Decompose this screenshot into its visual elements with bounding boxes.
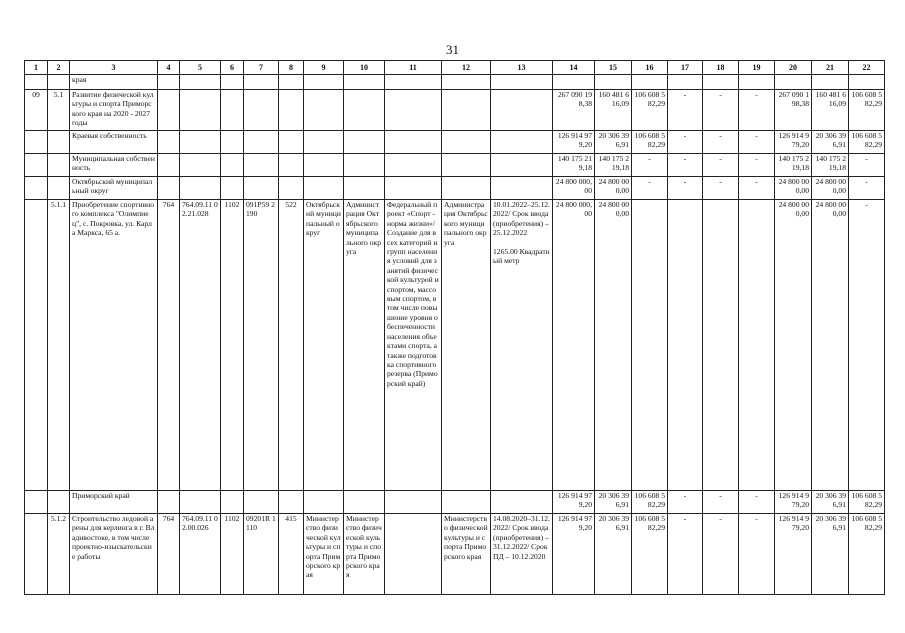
table-cell: - [739,177,775,200]
table-cell: Администрация Октябрьского муниципального округа [344,200,385,491]
table-cell [344,75,385,90]
table-row [25,200,885,491]
table-cell: - [703,131,739,154]
table-cell [244,131,279,154]
table-cell: 126 914 979,20 [553,514,595,595]
table-cell: Администрация Октябрьского муниципального округа [442,200,491,491]
table-cell: 160 481 616,09 [595,90,632,131]
table-cell: 126 914 979,20 [553,131,595,154]
table-cell [739,75,775,90]
column-header: 8 [279,61,304,75]
table-cell [304,177,344,200]
table-cell: Развитие физической культуры и спорта Приморского края на 2020 - 2027 годы [70,90,158,131]
table-row [25,491,885,514]
table-cell: 415 [279,514,304,595]
table-cell: - [739,514,775,595]
column-header: 10 [344,61,385,75]
table-cell [442,491,491,514]
table-cell [491,75,553,90]
table-cell: 091P59 2190 [244,200,279,491]
table-cell [442,75,491,90]
table-cell: 106 608 582,29 [632,131,668,154]
table-cell [180,75,221,90]
table-cell [344,154,385,177]
column-header: 21 [812,61,849,75]
table-cell [385,131,442,154]
table-cell: 20 306 396,91 [812,131,849,154]
table-row [25,90,885,131]
table-cell: 20 306 396,91 [595,514,632,595]
table-cell [385,90,442,131]
column-header: 1 [25,61,48,75]
table-cell: 1102 [221,514,244,595]
table-cell: 126 914 979,20 [775,514,812,595]
table-cell: Краевая собственность [70,131,158,154]
column-header: 14 [553,61,595,75]
column-header: 4 [158,61,180,75]
table-cell [180,131,221,154]
table-cell: - [668,177,703,200]
table-cell [25,154,48,177]
table-cell: 24 800 000,00 [812,177,849,200]
table-cell: Министерство физической культуры и спорта Приморского края [442,514,491,595]
table-cell [668,200,703,491]
table-cell [25,131,48,154]
table-cell [279,131,304,154]
table-cell [279,177,304,200]
column-header: 16 [632,61,668,75]
table-cell: - [739,154,775,177]
table-cell: 5.1.2 [48,514,70,595]
table-cell [221,491,244,514]
column-header: 12 [442,61,491,75]
table-cell [221,90,244,131]
column-header: 6 [221,61,244,75]
table-cell [279,75,304,90]
table-cell: - [668,154,703,177]
table-cell: 5.1 [48,90,70,131]
table-cell [442,177,491,200]
table-cell: Октябрьский муниципальный округ [70,177,158,200]
table-cell: Муниципальная собственность [70,154,158,177]
table-cell [304,154,344,177]
table-row [25,75,885,90]
table-cell [385,75,442,90]
header-row [25,61,885,75]
table-cell [25,514,48,595]
table-cell: 140 175 219,18 [553,154,595,177]
table-cell [25,177,48,200]
table-cell: 24 800 000,00 [775,200,812,491]
column-header: 7 [244,61,279,75]
table-cell: - [668,514,703,595]
table-cell: 106 608 582,29 [632,90,668,131]
table-cell [442,90,491,131]
column-header: 2 [48,61,70,75]
table-cell [279,154,304,177]
table-cell: 20 306 396,91 [595,491,632,514]
table-cell: - [632,154,668,177]
table-cell [595,75,632,90]
column-header: 13 [491,61,553,75]
table-cell: 522 [279,200,304,491]
table-cell [703,75,739,90]
table-row [25,177,885,200]
table-cell: 106 608 582,29 [849,514,885,595]
table-cell: 160 481 616,09 [812,90,849,131]
table-cell [244,75,279,90]
table-cell [221,75,244,90]
table-cell: 764 [158,514,180,595]
table-cell [632,200,668,491]
table-cell [632,75,668,90]
table-cell [739,200,775,491]
table-cell [775,75,812,90]
table-cell: 24 800 000,00 [812,200,849,491]
table-cell: - [703,177,739,200]
table-cell: 24 800 000,00 [553,200,595,491]
table-cell [244,90,279,131]
table-cell [491,177,553,200]
table-cell [158,90,180,131]
table-cell [25,75,48,90]
table-cell: 09 [25,90,48,131]
table-cell: Федеральный проект «Спорт - норма жизни»/Создание для всех категорий и групп населения условий для занятий физической культурой и спортом, массовым спортом, в том числе повышение уровня обеспеченности населения объектами спорта, а также подготовка спортивного резерва (Приморский край) [385,200,442,491]
table-cell: 126 914 979,20 [553,491,595,514]
table-cell [279,90,304,131]
table-cell [491,491,553,514]
table-cell [244,154,279,177]
table-row [25,154,885,177]
table-cell [244,177,279,200]
table-cell [158,154,180,177]
table-cell [48,75,70,90]
table-cell [442,131,491,154]
table-cell: 106 608 582,29 [632,514,668,595]
table-cell [344,491,385,514]
table-cell [304,491,344,514]
table-cell: 09201R 1110 [244,514,279,595]
budget-table [24,60,885,595]
table-cell [221,131,244,154]
table-cell: 140 175 219,18 [812,154,849,177]
table-cell [304,90,344,131]
table-cell: 24 800 000,00 [553,177,595,200]
table-cell [158,491,180,514]
column-header: 11 [385,61,442,75]
table-cell: - [739,90,775,131]
table-cell [553,75,595,90]
table-cell [385,514,442,595]
table-cell: 14.08.2020–31.12.2022/ Срок ввода (приобретения) – 31.12.2022/ Срок ПД – 10.12.2020 [491,514,553,595]
table-cell [48,154,70,177]
table-cell [703,200,739,491]
table-row [25,131,885,154]
table-cell: Министерство физической культуры и спорта Приморского края [344,514,385,595]
table-cell [180,177,221,200]
table-cell [48,131,70,154]
table-cell: Октябрьский муниципальный округ [304,200,344,491]
table-cell: 126 914 979,20 [775,131,812,154]
column-header: 15 [595,61,632,75]
table-cell [158,131,180,154]
table-cell: - [739,131,775,154]
table-cell: 140 175 219,18 [595,154,632,177]
table-cell [344,177,385,200]
table-cell [244,491,279,514]
table-cell [25,491,48,514]
table-cell: 106 608 582,29 [849,131,885,154]
column-header: 17 [668,61,703,75]
table-cell: 106 608 582,29 [632,491,668,514]
table-cell [491,154,553,177]
table-cell [385,491,442,514]
table-cell: 1102 [221,200,244,491]
table-cell: 20 306 396,91 [812,491,849,514]
table-cell: 20 306 396,91 [812,514,849,595]
table-cell: Министерство физической культуры и спорта Приморского края [304,514,344,595]
table-cell: 5.1.1 [48,200,70,491]
table-cell: - [703,154,739,177]
table-cell: - [849,200,885,491]
table-cell: Строительство ледовой арены для керлинга в г. Владивостоке, в том числе проектно-изыскательские работы [70,514,158,595]
table-cell: Приморский край [70,491,158,514]
table-cell [491,131,553,154]
table-cell [491,90,553,131]
column-header: 9 [304,61,344,75]
column-header: 5 [180,61,221,75]
table-cell: - [739,491,775,514]
table-cell: 764.09.11 02.00.026 [180,514,221,595]
table-cell [279,491,304,514]
table-cell [304,75,344,90]
table-cell: 20 306 396,91 [595,131,632,154]
table-cell: 267 090 198,38 [775,90,812,131]
table-cell [158,75,180,90]
table-cell [221,177,244,200]
table-cell [442,154,491,177]
table-cell [344,90,385,131]
column-header: 18 [703,61,739,75]
column-header: 22 [849,61,885,75]
table-cell: 267 090 198,38 [553,90,595,131]
table-cell: края [70,75,158,90]
table-cell: - [703,514,739,595]
column-header: 20 [775,61,812,75]
table-row [25,514,885,595]
table-cell: 764 [158,200,180,491]
table-cell: 24 800 000,00 [595,200,632,491]
table-cell: - [668,491,703,514]
table-cell [849,75,885,90]
page-number: 31 [446,42,459,57]
table-cell [180,491,221,514]
column-header: 3 [70,61,158,75]
table-cell: 106 608 582,29 [849,491,885,514]
table-cell [385,154,442,177]
table-cell [180,154,221,177]
table-cell [668,75,703,90]
table-cell: - [703,90,739,131]
table-cell: - [668,90,703,131]
table-cell: 10.01.2022–25.12.2022/ Срок ввода (приобретения) – 25.12.2022 1265.00 Квадратный метр [491,200,553,491]
table-cell: 126 914 979,20 [775,491,812,514]
table-cell [344,131,385,154]
table-cell: - [849,154,885,177]
table-cell: Приобретение спортивного комплекса "Олимпиец", с. Покровка, ул. Карла Маркса, 65 а. [70,200,158,491]
table-cell [221,154,244,177]
table-cell: - [703,491,739,514]
table-cell: 24 800 000,00 [595,177,632,200]
table-cell [180,90,221,131]
column-header: 19 [739,61,775,75]
table-cell [158,177,180,200]
table-cell [25,200,48,491]
table-cell: 764.09.11 02.21.028 [180,200,221,491]
table-cell [48,177,70,200]
table-cell [385,177,442,200]
table-cell: 106 608 582,29 [849,90,885,131]
table-cell: - [632,177,668,200]
table-cell [48,491,70,514]
table-cell: 140 175 219,18 [775,154,812,177]
table-cell [812,75,849,90]
table-cell: 24 800 000,00 [775,177,812,200]
table-cell: - [668,131,703,154]
table-cell: - [849,177,885,200]
table-cell [304,131,344,154]
